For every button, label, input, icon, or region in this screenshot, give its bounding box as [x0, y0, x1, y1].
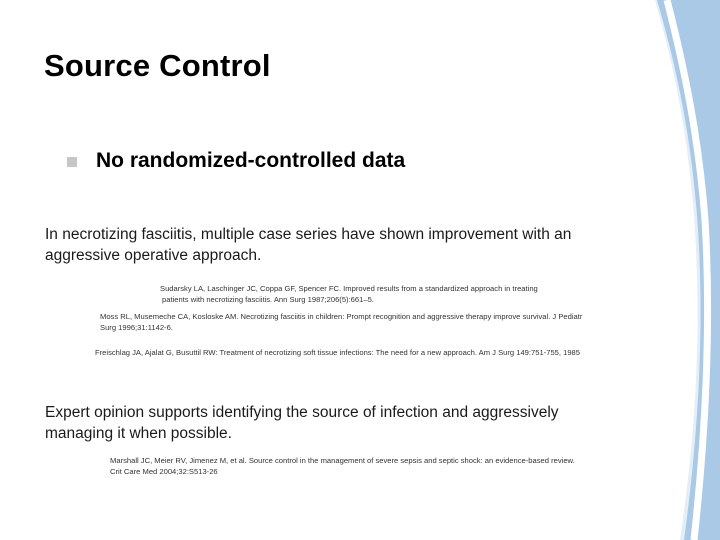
bullet-text: No randomized-controlled data [96, 149, 406, 172]
bullet-square-icon [67, 157, 77, 167]
paragraph-necrotizing-fasciitis [45, 224, 571, 266]
reference-line: Moss RL, Musemeche CA, Kosloske AM. Necrotizing fasciitis in children: Prompt recognition and aggressive therapy improve survival. J Pediatr [100, 312, 583, 321]
reference-line: Freischlag JA, Ajalat G, Busuttil RW: Treatment of necrotizing soft tissue infections: The need for a new approach. Am J Surg 149:751-755, 1985 [95, 348, 580, 357]
reference-sudarsky [160, 284, 538, 305]
paragraph-line: Expert opinion supports identifying the source of infection and aggressively [45, 404, 559, 421]
paragraph-line: managing it when possible. [45, 425, 232, 442]
reference-freischlag [95, 348, 580, 359]
reference-line: Surg 1996;31:1142-6. [100, 322, 173, 332]
reference-line: Sudarsky LA, Laschinger JC, Coppa GF, Spencer FC. Improved results from a standardized approach in treating [160, 284, 538, 293]
slide-title: Source Control [44, 48, 271, 83]
reference-moss [100, 312, 582, 333]
paragraph-expert-opinion [45, 402, 559, 444]
reference-line: Marshall JC, Meier RV, Jimenez M, et al. Source control in the management of severe sepsis and septic shock: an evidence-based review. [110, 456, 575, 465]
reference-line: patients with necrotizing fasciitis. Ann Surg 1987;206(5):661–5. [162, 294, 374, 304]
paragraph-line: aggressive operative approach. [45, 247, 262, 264]
reference-marshall [110, 456, 575, 477]
reference-line: Crit Care Med 2004;32:S513-26 [110, 466, 218, 476]
paragraph-line: In necrotizing fasciitis, multiple case series have shown improvement with an [45, 226, 572, 243]
